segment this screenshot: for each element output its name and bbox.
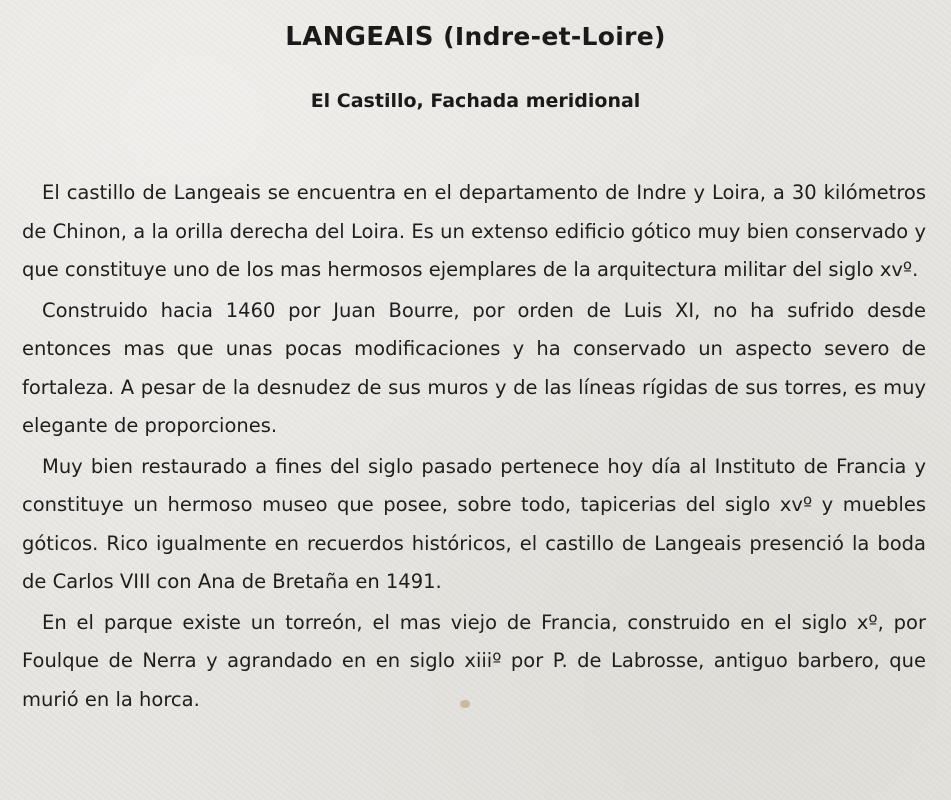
paper-stain (460, 700, 470, 708)
page-title (0, 22, 951, 52)
title-main: LANGEAIS (285, 22, 434, 52)
title-region: (Indre-et-Loire) (443, 22, 666, 51)
body-text (22, 174, 926, 719)
page-subtitle: El Castillo, Fachada meridional (310, 90, 641, 112)
paragraph-2: Construido hacia 1460 por Juan Bourre, por orden de Luis XI, no ha sufrido desde entonces mas que unas pocas modificaciones y ha conservado un aspecto severo de fortaleza. A pesar de la desnudez de sus muros y de las líneas rígidas de sus torres, es muy elegante de proporciones. (22, 298, 926, 437)
paragraph-4: En el parque existe un torreón, el mas viejo de Francia, construido en el siglo xº, por Foulque de Nerra y agrandado en en siglo xiiiº por P. de Labrosse, antiguo barbero, que murió en la horca. (22, 610, 926, 711)
paragraph-1: El castillo de Langeais se encuentra en el departamento de Indre y Loira, a 30 kilómetros de Chinon, a la orilla derecha del Loira. Es un extenso edificio gótico muy bien conservado y que constituye uno de los mas hermosos ejemplares de la arquitectura militar del siglo xvº. (22, 181, 926, 281)
paragraph-3: Muy bien restaurado a fines del siglo pasado pertenece hoy día al Instituto de Francia y constituye un hermoso museo que posee, sobre todo, tapicerias del siglo xvº y muebles góticos. Rico igualmente en recuerdos históricos, el castillo de Langeais presenció la boda de Carlos VIII con Ana de Bretaña en 1491. (22, 454, 926, 593)
